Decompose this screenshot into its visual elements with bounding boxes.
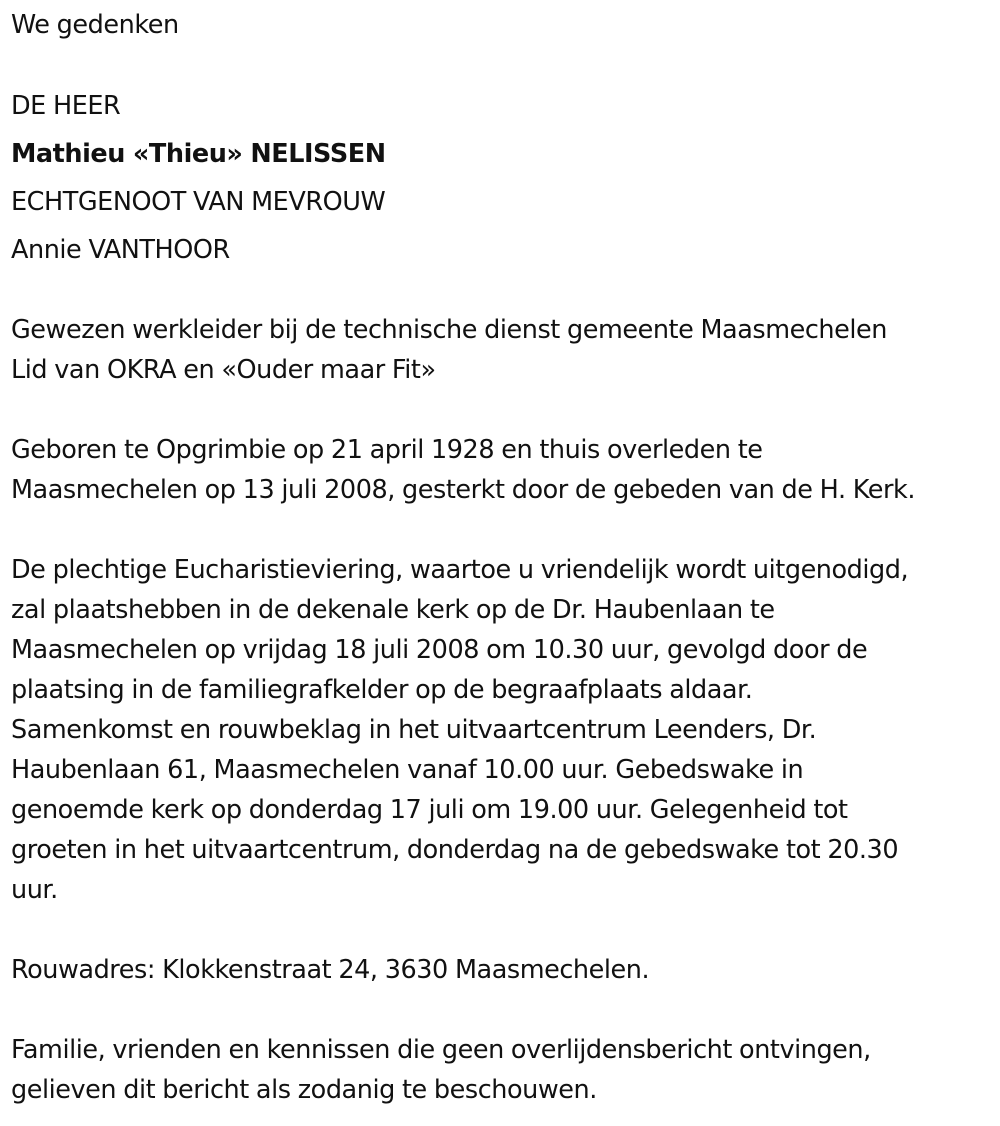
ceremony-line: plaatsing in de familiegrafkelder op de begraafplaats aldaar. <box>11 675 753 705</box>
birth-death-line: Maasmechelen op 13 juli 2008, gesterkt door de gebeden van de H. Kerk. <box>11 475 916 505</box>
closing-line: gelieven dit bericht als zodanig te beschouwen. <box>11 1075 597 1105</box>
ceremony-line: genoemde kerk op donderdag 17 juli om 19.00 uur. Gelegenheid tot <box>11 795 848 825</box>
honorific: DE HEER <box>11 91 121 121</box>
ceremony-line: uur. <box>11 875 58 905</box>
deceased-name: Mathieu «Thieu» NELISSEN <box>11 139 386 169</box>
mourning-address: Rouwadres: Klokkenstraat 24, 3630 Maasmechelen. <box>11 955 650 985</box>
spouse-name: Annie VANTHOOR <box>11 235 230 265</box>
ceremony-line: Samenkomst en rouwbeklag in het uitvaartcentrum Leenders, Dr. <box>11 715 817 745</box>
spouse-label: ECHTGENOOT VAN MEVROUW <box>11 187 386 217</box>
bio-line: Lid van OKRA en «Ouder maar Fit» <box>11 355 436 385</box>
ceremony-line: Maasmechelen op vrijdag 18 juli 2008 om 10.30 uur, gevolgd door de <box>11 635 868 665</box>
closing-line: Familie, vrienden en kennissen die geen overlijdensbericht ontvingen, <box>11 1035 871 1065</box>
birth-death-line: Geboren te Opgrimbie op 21 april 1928 en thuis overleden te <box>11 435 763 465</box>
ceremony-line: De plechtige Eucharistieviering, waartoe u vriendelijk wordt uitgenodigd, <box>11 555 909 585</box>
ceremony-line: Haubenlaan 61, Maasmechelen vanaf 10.00 uur. Gebedswake in <box>11 755 804 785</box>
intro-text: We gedenken <box>11 10 179 40</box>
ceremony-line: zal plaatshebben in de dekenale kerk op de Dr. Haubenlaan te <box>11 595 775 625</box>
ceremony-line: groeten in het uitvaartcentrum, donderdag na de gebedswake tot 20.30 <box>11 835 899 865</box>
bio-line: Gewezen werkleider bij de technische dienst gemeente Maasmechelen <box>11 315 887 345</box>
